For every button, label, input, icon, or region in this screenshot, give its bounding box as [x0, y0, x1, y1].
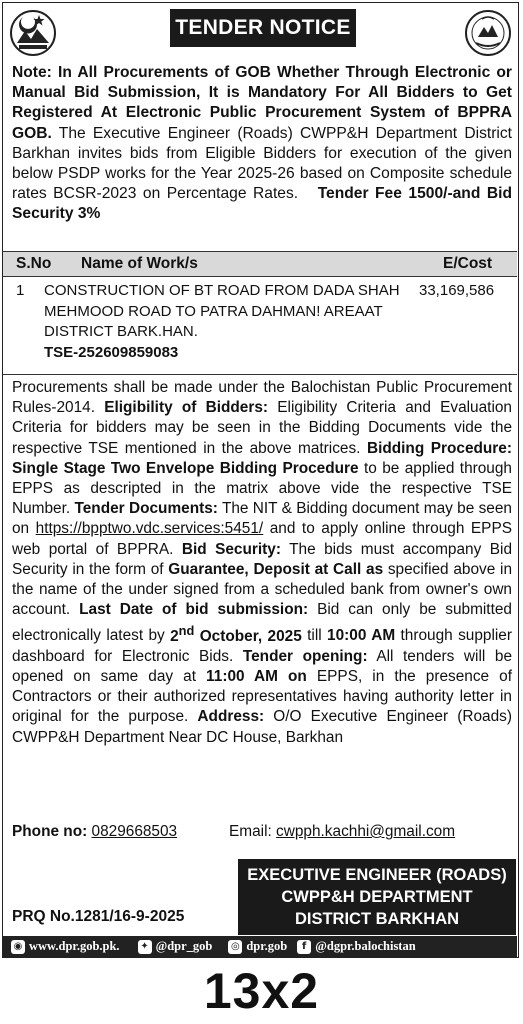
row-work [44, 281, 404, 363]
ad-size-label: 13x2 [203, 963, 320, 1019]
tender-notice [2, 2, 519, 958]
department-seal-icon [464, 9, 512, 57]
divider [3, 374, 517, 375]
instagram-text: dpr.gob [246, 939, 288, 953]
address-label: Address: [197, 708, 265, 726]
globe-icon: ◉ [11, 940, 25, 954]
email [229, 823, 455, 841]
procedure-label: Bidding Procedure: Single Stage Two Envelope Bidding Procedure [12, 439, 512, 477]
row-tse: TSE-252609859083 [44, 343, 179, 361]
twitter-icon: ✦ [138, 940, 152, 954]
body-text: till [301, 627, 328, 645]
bidding-portal-link[interactable]: https://bpptwo.vdc.services:5451/ [35, 520, 264, 538]
table-row [3, 276, 517, 374]
signature-line2: CWPP&H DEPARTMENT [281, 888, 473, 906]
address-text: O/O Executive Engineer (Roads) CWPP&H Department Near DC House, Barkhan [12, 708, 512, 746]
balochistan-emblem-icon [9, 9, 57, 57]
guarantee-label: Guarantee, Deposit at Call as [168, 560, 384, 578]
body-text: and to apply online through EPPS web portal of BPPRA. [12, 520, 512, 558]
phone-number[interactable]: 0829668503 [91, 823, 178, 840]
body-text: specified above in the name of the under signed from a scheduled bank from owner's own account. [12, 560, 512, 619]
footer-twitter[interactable] [138, 939, 213, 954]
facebook-icon: f [297, 940, 311, 954]
website-text: www.dpr.gob.pk. [29, 939, 120, 953]
notice-header [3, 3, 518, 63]
note-paragraph [12, 63, 512, 225]
body-paragraph [12, 378, 512, 748]
body-text: The bids must accompany Bid Security in the form of [12, 540, 512, 578]
date-day: 2 [170, 627, 179, 645]
email-link[interactable]: cwpph.kachhi@gmail.com [276, 823, 456, 840]
documents-label: Tender Documents: [74, 500, 218, 518]
page-title: TENDER NOTICE [170, 9, 356, 47]
signature-line3: DISTRICT BARKHAN [294, 910, 460, 928]
facebook-text: @dgpr.balochistan [315, 939, 416, 953]
security-label: Bid Security: [181, 540, 281, 558]
row-work-name: CONSTRUCTION OF BT ROAD FROM DADA SHAH MEHMOOD ROAD TO PATRA DAHMAN! AREAAT DISTRICT BARK.HAN. [44, 282, 400, 340]
contact-line [12, 823, 512, 845]
footer-website[interactable] [11, 939, 120, 954]
prq-number: PRQ No.1281/16-9-2025 [12, 908, 185, 925]
note-bold: Note: In All Procurements of GOB Whether Through Electronic or Manual Bid Submission, It is Mandatory For All Bidders to Get Registered At Electronic Public Procurement System of BPPRA GOB. [12, 64, 512, 142]
col-cost: E/Cost [443, 255, 493, 272]
row-sno: 1 [16, 282, 25, 299]
submission-time: 10:00 AM [327, 627, 396, 645]
body-text: through supplier dashboard for Electronic Bids. [12, 627, 512, 665]
instagram-icon: ◎ [228, 940, 242, 954]
phone-label: Phone no: [12, 823, 88, 840]
body-text: EPPS, in the presence of Contractors or their authorized representatives having authority letter in original for the purpose. [12, 667, 512, 726]
submission-date [170, 622, 302, 645]
body-text: Eligibility Criteria and Evaluation Criteria for bidders may be seen in the Bidding Documents vide the respective TSE mentioned in the above matrices. [12, 399, 512, 457]
footer-instagram[interactable] [228, 939, 287, 954]
col-sno: S.No [16, 255, 52, 272]
last-date-label: Last Date of bid submission: [79, 601, 309, 619]
body-text: The NIT & Bidding document may be seen on [12, 500, 512, 538]
body-text: Procurements shall be made under the Balochistan Public Procurement Rules-2014. [12, 379, 512, 417]
email-label: Email: [229, 823, 272, 840]
row-cost: 33,169,586 [419, 282, 495, 299]
body-text: All tenders will be opened on same day at [12, 647, 513, 685]
works-table-header [3, 251, 517, 277]
opening-label: Tender opening: [242, 647, 368, 665]
col-work: Name of Work/s [81, 255, 198, 272]
twitter-text: @dpr_gob [155, 939, 213, 953]
signature-box [238, 859, 516, 935]
tender-fee: Tender Fee 1500/-and Bid Security 3% [12, 185, 512, 223]
eligibility-label: Eligibility of Bidders: [104, 399, 269, 417]
body-text: Bid can only be submitted electronically latest by [12, 601, 512, 645]
opening-time: 11:00 AM on [206, 667, 307, 685]
phone [12, 823, 177, 841]
footer-bar [3, 936, 517, 957]
date-rest: October, 2025 [194, 627, 302, 645]
signature-line1: EXECUTIVE ENGINEER (ROADS) [247, 866, 507, 884]
date-suffix: nd [178, 622, 195, 638]
note-text: The Executive Engineer (Roads) CWPP&H Department District Barkhan invites bids from Eligible Bidders for execution of the given below PSDP works for the Year 2025-26 based on Composite schedule rates BCSR-2023 on Percentage Rates. [12, 124, 512, 203]
body-text: to be applied through EPPS as descripted in the matrix above vide the respective TSE Number. [12, 459, 512, 518]
footer-facebook[interactable] [297, 939, 415, 954]
